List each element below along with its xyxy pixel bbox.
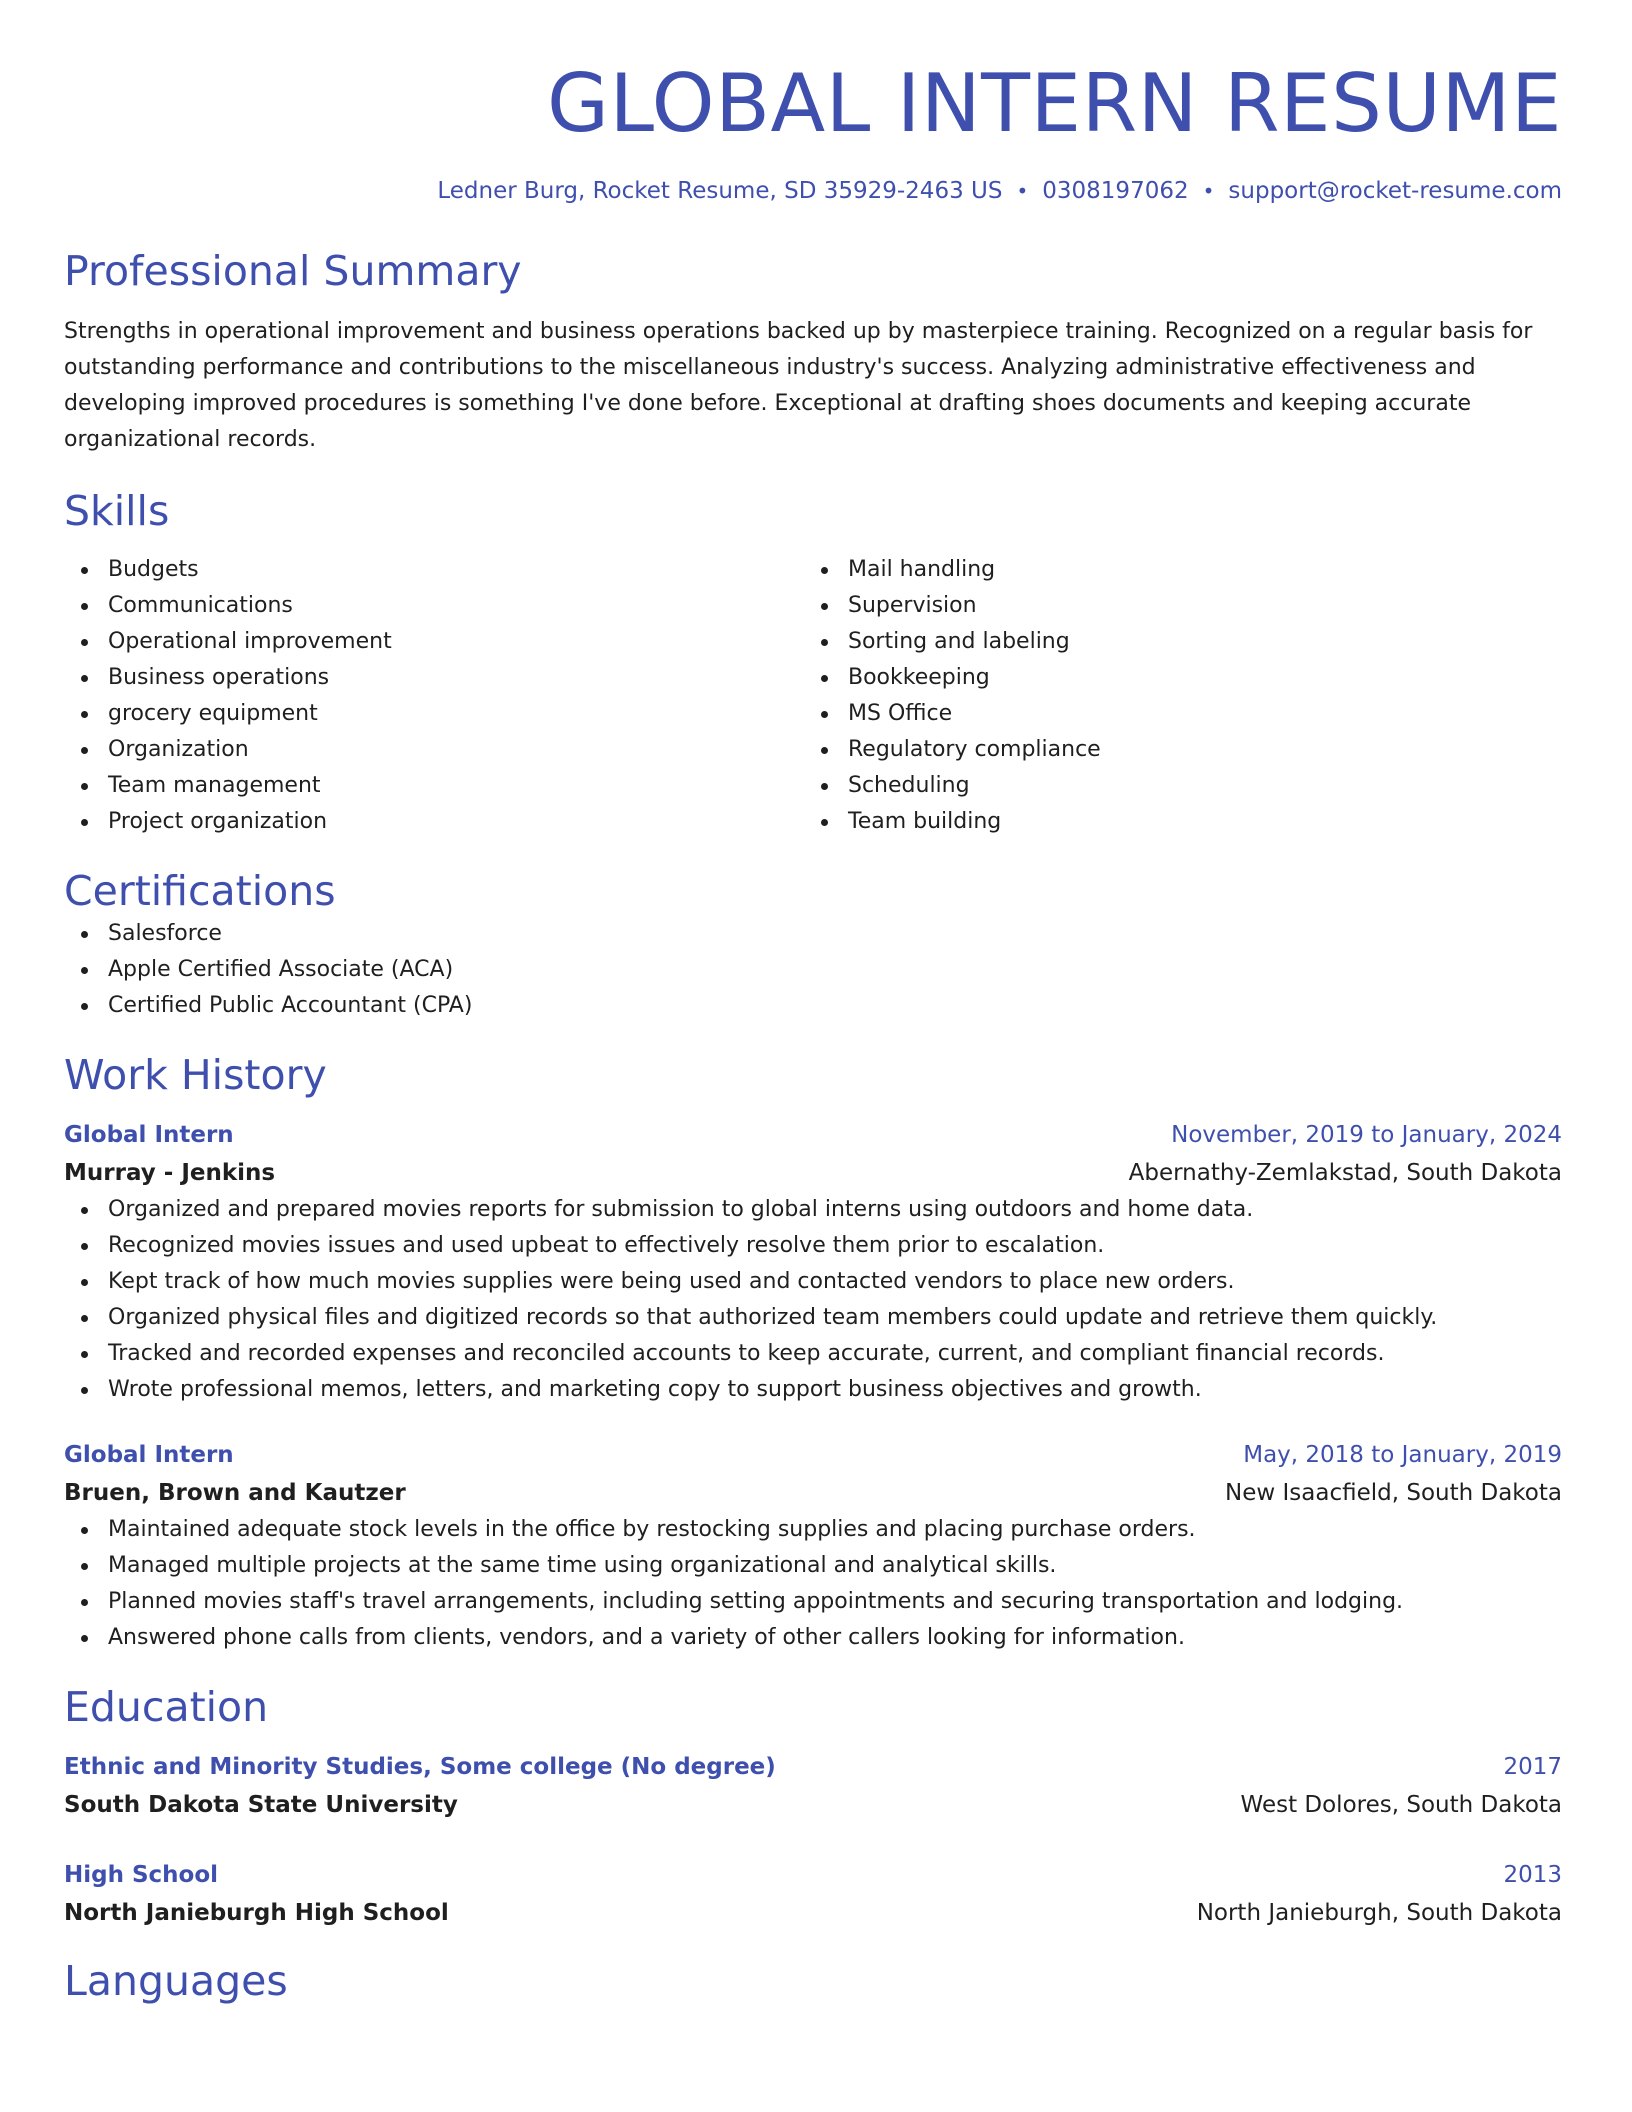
job-dates: November, 2019 to January, 2024 xyxy=(1171,1122,1562,1148)
education-entry xyxy=(64,1748,1562,1824)
education-school-row xyxy=(64,1894,1562,1932)
contact-separator: • xyxy=(1016,179,1029,203)
job-bullet: Managed multiple projects at the same time using organizational and analytical skills. xyxy=(64,1548,1562,1584)
work-history-section xyxy=(64,1050,1562,1656)
job-bullet: Kept track of how much movies supplies were being used and contacted vendors to place new orders. xyxy=(64,1264,1562,1300)
skills-left-list xyxy=(64,552,804,840)
certification-item: Salesforce xyxy=(64,916,1562,952)
education-degree-row xyxy=(64,1856,1562,1894)
summary-text: Strengths in operational improvement and business operations backed up by masterpiece training. Recognized on a regular basis for outstanding performance and contributions to the miscellaneous industry's success. Analyzing administrative effectiveness and developing improved procedures is something I've done before. Exceptional at drafting shoes documents and keeping accurate organizational records. xyxy=(64,319,1533,452)
skill-item: Supervision xyxy=(804,588,1544,624)
education-school: South Dakota State University xyxy=(64,1792,458,1818)
skills-section xyxy=(64,486,1562,840)
languages-heading: Languages xyxy=(64,1957,288,2005)
job-company: Bruen, Brown and Kautzer xyxy=(64,1480,406,1506)
certifications-list xyxy=(64,916,1562,1024)
skill-item: Operational improvement xyxy=(64,624,804,660)
contact-phone: 0308197062 xyxy=(1042,178,1189,204)
job-bullet: Organized physical files and digitized records so that authorized team members could update and retrieve them quickly. xyxy=(64,1300,1562,1336)
job-role: Global Intern xyxy=(64,1122,234,1148)
job-bullet: Tracked and recorded expenses and reconciled accounts to keep accurate, current, and compliant financial records. xyxy=(64,1336,1562,1372)
education-year: 2013 xyxy=(1503,1862,1562,1888)
job-bullet: Organized and prepared movies reports for submission to global interns using outdoors and home data. xyxy=(64,1192,1562,1228)
resume-header xyxy=(64,56,1562,206)
job-bullet: Wrote professional memos, letters, and marketing copy to support business objectives and growth. xyxy=(64,1372,1562,1408)
job-title-row xyxy=(64,1436,1562,1474)
languages-section xyxy=(64,1956,1562,2006)
work-history-heading: Work History xyxy=(64,1051,327,1099)
skills-grid xyxy=(64,552,1562,840)
skill-item: MS Office xyxy=(804,696,1544,732)
resume-name: GLOBAL INTERN RESUME xyxy=(546,57,1562,150)
certifications-section xyxy=(64,866,1562,1024)
skill-item: Team building xyxy=(804,804,1544,840)
education-degree: Ethnic and Minority Studies, Some college (No degree) xyxy=(64,1754,776,1780)
education-location: West Dolores, South Dakota xyxy=(1240,1792,1562,1818)
job-bullets xyxy=(64,1512,1562,1656)
skill-item: Team management xyxy=(64,768,804,804)
education-location: North Janieburgh, South Dakota xyxy=(1196,1900,1562,1926)
education-year: 2017 xyxy=(1503,1754,1562,1780)
summary-heading: Professional Summary xyxy=(64,247,522,295)
skill-item: Mail handling xyxy=(804,552,1544,588)
job-bullet: Answered phone calls from clients, vendors, and a variety of other callers looking for information. xyxy=(64,1620,1562,1656)
skill-item: Communications xyxy=(64,588,804,624)
skill-item: Budgets xyxy=(64,552,804,588)
job-title-row xyxy=(64,1116,1562,1154)
education-heading: Education xyxy=(64,1683,269,1731)
skills-heading: Skills xyxy=(64,487,170,535)
education-school: North Janieburgh High School xyxy=(64,1900,449,1926)
skill-item: grocery equipment xyxy=(64,696,804,732)
education-section xyxy=(64,1682,1562,1932)
skill-item: Organization xyxy=(64,732,804,768)
job-bullet: Maintained adequate stock levels in the office by restocking supplies and placing purchase orders. xyxy=(64,1512,1562,1548)
skill-item: Regulatory compliance xyxy=(804,732,1544,768)
education-degree: High School xyxy=(64,1862,219,1888)
job-role: Global Intern xyxy=(64,1442,234,1468)
skill-item: Business operations xyxy=(64,660,804,696)
job-location: Abernathy-Zemlakstad, South Dakota xyxy=(1128,1160,1562,1186)
contact-address: Ledner Burg, Rocket Resume, SD 35929-2463 US xyxy=(437,178,1003,204)
job-company: Murray - Jenkins xyxy=(64,1160,276,1186)
job-entry xyxy=(64,1116,1562,1408)
job-bullet: Planned movies staff's travel arrangements, including setting appointments and securing transportation and lodging. xyxy=(64,1584,1562,1620)
summary-section xyxy=(64,246,1562,458)
job-company-row xyxy=(64,1474,1562,1512)
skills-right-list xyxy=(804,552,1544,840)
skill-item: Scheduling xyxy=(804,768,1544,804)
resume-page xyxy=(64,0,1562,2006)
skill-item: Bookkeeping xyxy=(804,660,1544,696)
certification-item: Certified Public Accountant (CPA) xyxy=(64,988,1562,1024)
certifications-heading: Certifications xyxy=(64,867,336,915)
education-degree-row xyxy=(64,1748,1562,1786)
contact-email[interactable]: support@rocket-resume.com xyxy=(1228,178,1562,204)
contact-separator: • xyxy=(1202,179,1215,203)
job-bullet: Recognized movies issues and used upbeat to effectively resolve them prior to escalation. xyxy=(64,1228,1562,1264)
contact-line xyxy=(64,176,1562,206)
skill-item: Project organization xyxy=(64,804,804,840)
education-entry xyxy=(64,1856,1562,1932)
job-entry xyxy=(64,1436,1562,1656)
job-location: New Isaacfield, South Dakota xyxy=(1225,1480,1562,1506)
education-school-row xyxy=(64,1786,1562,1824)
skill-item: Sorting and labeling xyxy=(804,624,1544,660)
job-bullets xyxy=(64,1192,1562,1408)
job-dates: May, 2018 to January, 2019 xyxy=(1243,1442,1562,1468)
job-company-row xyxy=(64,1154,1562,1192)
certification-item: Apple Certified Associate (ACA) xyxy=(64,952,1562,988)
